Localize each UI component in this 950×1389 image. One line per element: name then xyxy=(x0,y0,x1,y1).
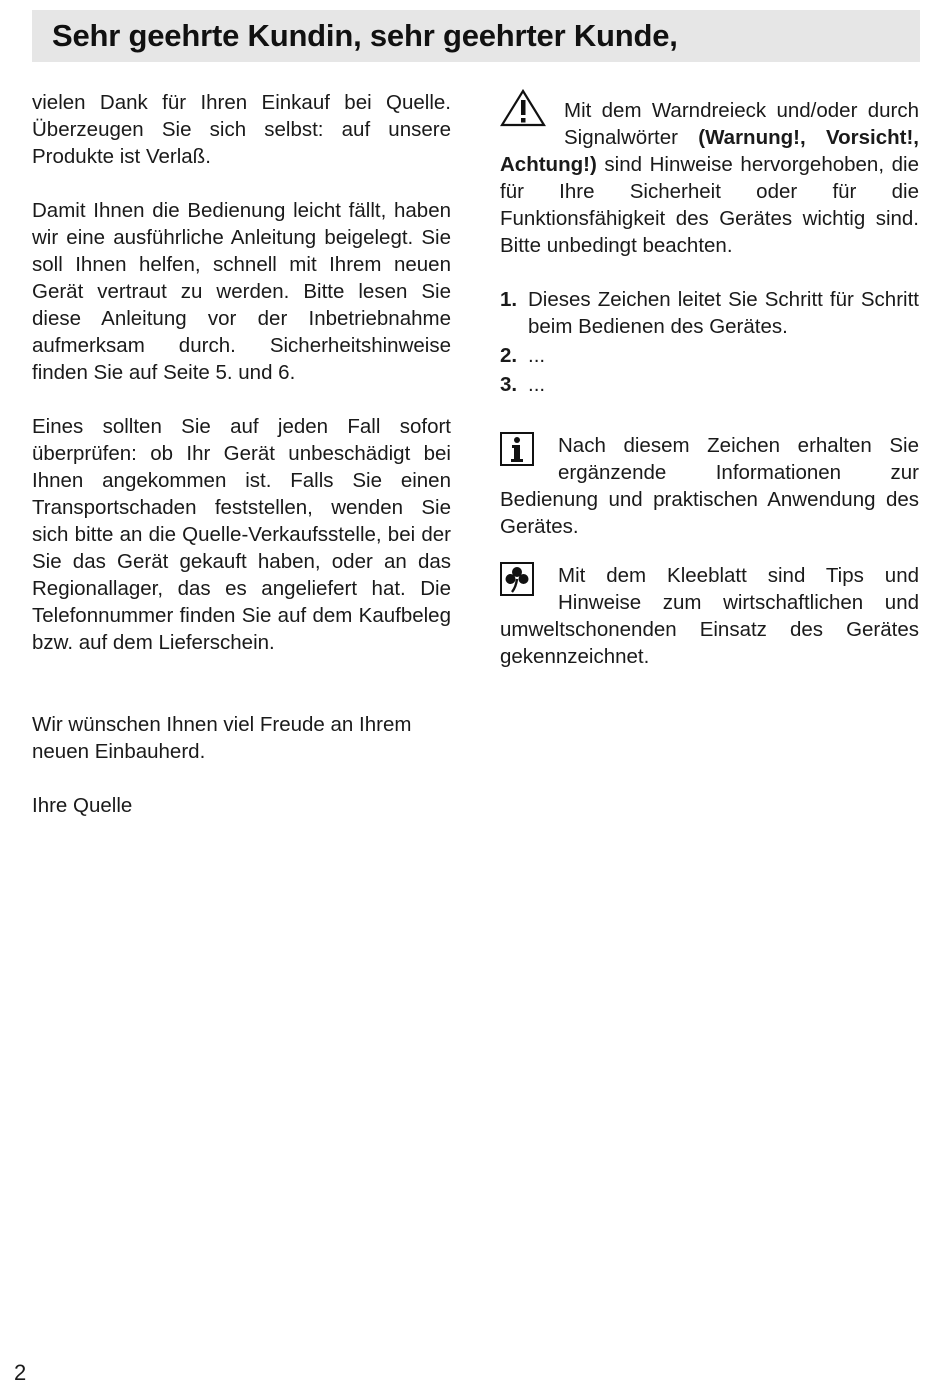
step-text: Dieses Zeichen leitet Sie Schritt für Schritt beim Bedienen des Gerätes. xyxy=(528,288,919,338)
tip-note xyxy=(500,562,919,670)
warning-text-before: Mit dem Warndreieck und/oder durch Signalwörter xyxy=(564,99,919,149)
manual-paragraph: Damit Ihnen die Bedienung leicht fällt, haben wir eine ausführliche Anleitung beigelegt. Sie soll Ihnen helfen, schnell mit Ihrem neuen Gerät vertraut zu werden. Bitte lesen Sie diese Anleitung vor der Inbetriebnahme aufmerksam durch. Sicherheitshinweise finden Sie auf Seite 5. und 6. xyxy=(32,199,451,384)
step-number: 2. xyxy=(500,344,518,367)
closing-block xyxy=(32,711,451,819)
paragraph-gap xyxy=(500,398,919,432)
info-icon xyxy=(500,432,534,466)
step-item xyxy=(500,286,919,340)
paragraph-gap xyxy=(32,765,451,792)
paragraph-gap xyxy=(32,170,451,197)
step-item xyxy=(500,342,919,369)
step-text: ... xyxy=(528,373,546,396)
closing-signature: Ihre Quelle xyxy=(32,794,133,817)
paragraph-gap xyxy=(500,540,919,562)
right-column xyxy=(500,97,919,670)
closing-wish: Wir wünschen Ihnen viel Freude an Ihrem neuen Einbauherd. xyxy=(32,713,412,763)
steps-list xyxy=(500,286,919,398)
warning-text-after: sind Hinweise hervorgehoben, die für Ihre Sicherheit oder für die Funktionsfähigkeit des Gerätes wichtig sind. Bitte unbedingt beachten. xyxy=(500,153,919,257)
intro-paragraph: vielen Dank für Ihren Einkauf bei Quelle. Überzeugen Sie sich selbst: auf unsere Produkte ist Verlaß. xyxy=(32,91,451,168)
paragraph-gap xyxy=(500,259,919,286)
step-item xyxy=(500,371,919,398)
info-note xyxy=(500,432,919,540)
step-number: 3. xyxy=(500,373,518,396)
tip-text: Mit dem Kleeblatt sind Tips und Hinweise zum wirtschaftlichen und umweltschonenden Einsatz des Gerätes gekennzeichnet. xyxy=(500,564,919,668)
signal-words: (Warnung!, Vorsicht!, Achtung!) xyxy=(500,126,920,176)
title-bar xyxy=(32,10,920,62)
step-text: ... xyxy=(528,344,546,367)
page-title: Sehr geehrte Kundin, sehr geehrter Kunde, xyxy=(52,18,678,53)
info-text: Nach diesem Zeichen erhalten Sie ergänzende Informationen zur Bedienung und praktischen Anwendung des Gerätes. xyxy=(500,434,919,538)
page-number: 2 xyxy=(14,1360,27,1385)
warning-triangle-icon xyxy=(500,89,546,127)
warning-note xyxy=(500,97,919,259)
paragraph-gap xyxy=(32,386,451,413)
clover-icon xyxy=(500,562,534,596)
left-column xyxy=(32,89,451,656)
step-number: 1. xyxy=(500,288,518,311)
check-paragraph: Eines sollten Sie auf jeden Fall sofort überprüfen: ob Ihr Gerät unbeschädigt bei Ihnen angekommen ist. Falls Sie einen Transportschaden feststellen, wenden Sie sich bitte an die Quelle-Verkaufsstelle, bei der Sie das Gerät gekauft haben, oder an das Regionallager, das es angeliefert hat. Die Telefonnummer finden Sie auf dem Kaufbeleg bzw. auf dem Lieferschein. xyxy=(32,415,451,654)
